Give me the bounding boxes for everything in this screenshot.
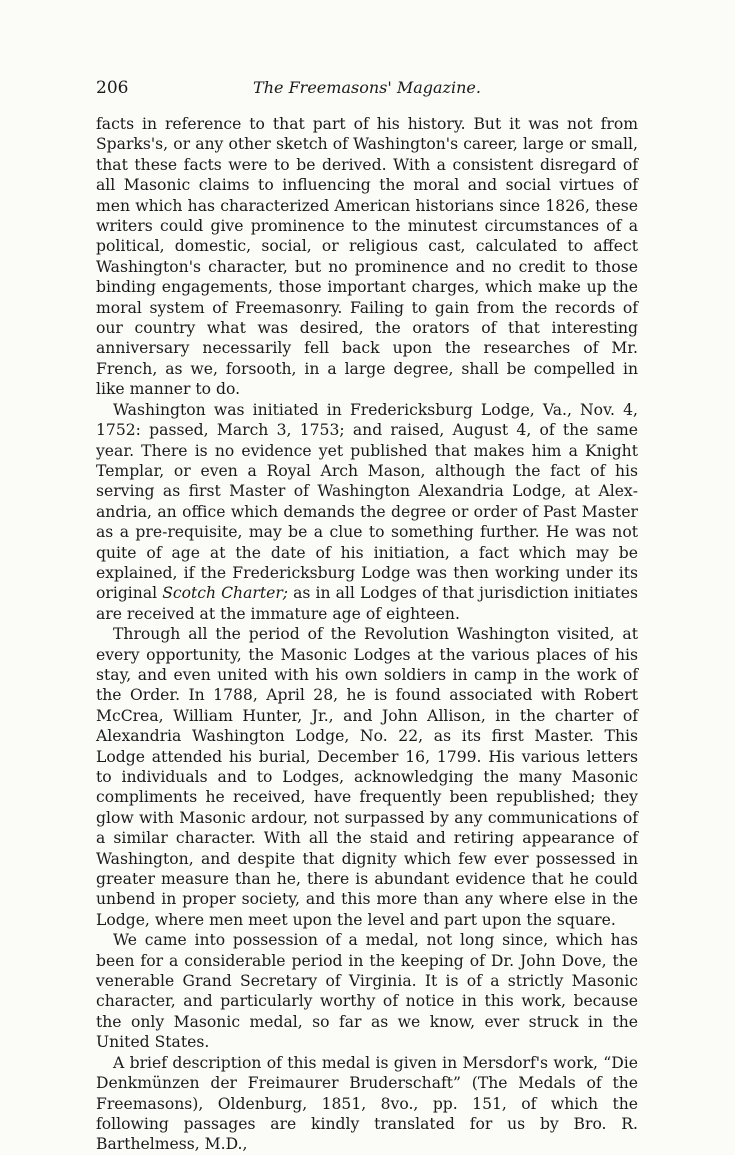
paragraph-3: Through all the period of the Revolution Washington visited, at every opportunity, the Masonic Lodges at the various places of his stay, and even united with his own soldiers in camp in the work of the Order. In 1788, April 28, he is found associated with Robert McCrea, William Hunter, Jr., and John Allison, in the charter of Alexandria Washington Lodge, No. 22, as its first Master. This Lodge attended his burial, December 16, 1799. His various letters to individuals and to Lodges, acknowledging the many Masonic compliments he received, have frequently been republished; they glow with Masonic ardour, not surpassed by any communications of a similar character. With all the staid and retiring appearance of Washington, and despite that dignity which few ever possessed in greater measure than he, there is abundant evidence that he could unbend in proper society, and this more than any where else in the Lodge, where men meet upon the level and part upon the square.	[96, 625, 638, 929]
magazine-page	[96, 78, 638, 1155]
paragraph-2-text-after: as in all Lodges of that jurisdiction initiates are received at the immature age of eighteen.	[96, 584, 638, 623]
page-number: 206	[96, 78, 129, 98]
scotch-charter-emphasis: Scotch Charter;	[162, 584, 289, 603]
page-header	[96, 78, 638, 104]
article-body	[96, 114, 638, 1155]
running-title: The Freemasons' Magazine.	[253, 78, 481, 97]
paragraph-1: facts in reference to that part of his history. But it was not from Sparks's, or any other sketch of Washington's career, large or small, that these facts were to be derived. With a consistent disregard of all Masonic claims to influencing the moral and social virtues of men which has characterized American historians since 1826, these writers could give prominence to the minutest circumstances of a political, domestic, social, or religious cast, calculated to affect Washington's character, but no prominence and no credit to those binding engagements, those important charges, which make up the moral system of Freemasonry. Failing to gain from the records of our country what was desired, the orators of that interesting anniversary necessarily fell back upon the researches of Mr. French, as we, forsooth, in a large degree, shall be compelled in like manner to do.	[96, 115, 638, 399]
paragraph-4: We came into possession of a medal, not long since, which has been for a considerable period in the keeping of Dr. John Dove, the venerable Grand Secretary of Virginia. It is of a strictly Masonic character, and particularly worthy of notice in this work, because the only Masonic medal, so far as we know, ever struck in the United States.	[96, 931, 638, 1052]
paragraph-5: A brief description of this medal is given in Mersdorf's work, “Die Denkmünzen der Freimaurer Bruderschaft” (The Medals of the Freemasons), Oldenburg, 1851, 8vo., pp. 151, of which the following passages are kindly translated for us by Bro. R. Barthelmess, M.D.,	[96, 1053, 638, 1154]
paragraph-2-text-before: Washington was initiated in Fredericksburg Lodge, Va., Nov. 4, 1752: passed, March 3, 1753; and raised, August 4, of the same year. There is no evidence yet published that makes him a Knight Templar, or even a Royal Arch Mason, although the fact of his serving as first Master of Washington Alexandria Lodge, at Alexandria, an office which demands the degree or order of Past Master as a pre-requisite, may be a clue to something further. He was not quite of age at the date of his initiation, a fact which may be explained, if the Fredericksburg Lodge was then working under its original	[96, 400, 638, 603]
paragraph-2	[96, 400, 638, 624]
